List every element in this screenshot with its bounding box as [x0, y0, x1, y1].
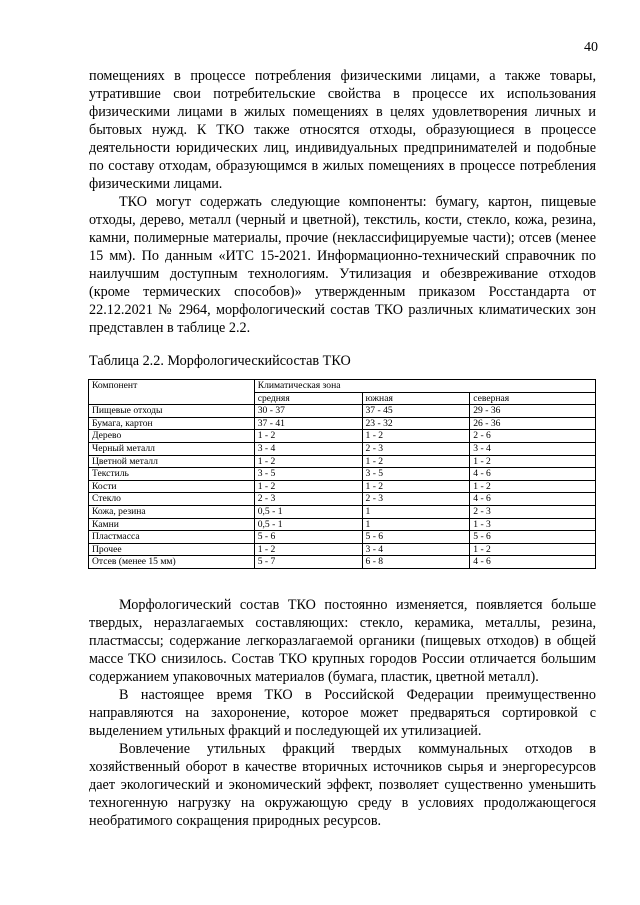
cell-value: 0,5 - 1 — [254, 505, 362, 518]
cell-value: 5 - 6 — [470, 531, 596, 544]
cell-component: Отсев (менее 15 мм) — [89, 556, 255, 569]
cell-value: 1 - 2 — [254, 480, 362, 493]
cell-value: 6 - 8 — [362, 556, 470, 569]
cell-value: 2 - 6 — [470, 430, 596, 443]
text-block-bottom — [89, 596, 596, 830]
cell-component: Прочее — [89, 543, 255, 556]
cell-value: 4 - 6 — [470, 493, 596, 506]
cell-value: 5 - 6 — [362, 531, 470, 544]
cell-component: Дерево — [89, 430, 255, 443]
table-row — [89, 531, 596, 544]
table-row — [89, 442, 596, 455]
cell-value: 2 - 3 — [362, 442, 470, 455]
cell-component: Кости — [89, 480, 255, 493]
table-row — [89, 468, 596, 481]
cell-value: 1 — [362, 518, 470, 531]
cell-value: 2 - 3 — [362, 493, 470, 506]
cell-value: 5 - 6 — [254, 531, 362, 544]
table-row — [89, 405, 596, 418]
cell-component: Бумага, картон — [89, 417, 255, 430]
header-component: Компонент — [89, 380, 255, 405]
table-row — [89, 417, 596, 430]
cell-value: 1 - 2 — [254, 430, 362, 443]
cell-value: 1 — [362, 505, 470, 518]
cell-value: 1 - 2 — [470, 480, 596, 493]
paragraph: Вовлечение утильных фракций твердых коммунальных отходов в хозяйственный оборот в качестве вторичных источников сырья и энергоресурсов дает экологический и экономический эффект, позволяет существенно уменьшить техногенную нагрузку на окружающую среду в условиях продолжающегося необратимого сокращения природных ресурсов. — [89, 741, 596, 829]
cell-value: 23 - 32 — [362, 417, 470, 430]
table-row — [89, 430, 596, 443]
cell-value: 3 - 4 — [470, 442, 596, 455]
cell-value: 1 - 2 — [470, 455, 596, 468]
cell-value: 37 - 41 — [254, 417, 362, 430]
text-block-top — [89, 67, 596, 337]
cell-value: 2 - 3 — [254, 493, 362, 506]
table-caption: Таблица 2.2. Морфологическийсостав ТКО — [89, 353, 351, 369]
paragraph: Морфологический состав ТКО постоянно изменяется, появляется больше твердых, неразлагаемых составляющих: стекло, керамика, металлы, резина, пластмассы; содержание легкоразлагаемой органики (пищевых отходов) в общей массе ТКО снизилось. Состав ТКО крупных городов России отличается большим содержанием упаковочных материалов (бумага, пластик, цветной металл). — [89, 597, 596, 685]
cell-component: Пластмасса — [89, 531, 255, 544]
header-zone-south: южная — [362, 392, 470, 405]
table-row — [89, 480, 596, 493]
table-row — [89, 505, 596, 518]
cell-value: 4 - 6 — [470, 556, 596, 569]
table-row — [89, 543, 596, 556]
paragraph: В настоящее время ТКО в Российской Федерации преимущественно направляются на захоронение, которое может предваряться сортировкой с выделением утильных фракций и последующей их утилизацией. — [89, 687, 596, 739]
cell-value: 1 - 2 — [362, 455, 470, 468]
cell-value: 37 - 45 — [362, 405, 470, 418]
cell-value: 3 - 5 — [254, 468, 362, 481]
cell-value: 4 - 6 — [470, 468, 596, 481]
cell-component: Цветной металл — [89, 455, 255, 468]
table-row — [89, 493, 596, 506]
cell-value: 3 - 5 — [362, 468, 470, 481]
cell-value: 30 - 37 — [254, 405, 362, 418]
cell-value: 5 - 7 — [254, 556, 362, 569]
header-zone-middle: средняя — [254, 392, 362, 405]
cell-value: 1 - 2 — [362, 480, 470, 493]
cell-component: Текстиль — [89, 468, 255, 481]
cell-value: 1 - 2 — [362, 430, 470, 443]
paragraph: ТКО могут содержать следующие компоненты: бумагу, картон, пищевые отходы, дерево, металл (черный и цветной), текстиль, кости, стекло, кожа, резина, камни, полимерные материалы, прочие (неклассифицируемые части); отсев (менее 15 мм). По данным «ИТС 15-2021. Информационно-технический справочник по наилучшим доступным технологиям. Утилизация и обезвреживание отходов (кроме термических способов)» утвержденным приказом Росстандарта от 22.12.2021 № 2964, морфологический состав ТКО различных климатических зон представлен в таблице 2.2. — [89, 194, 596, 336]
cell-component: Пищевые отходы — [89, 405, 255, 418]
cell-value: 1 - 2 — [470, 543, 596, 556]
cell-component: Черный металл — [89, 442, 255, 455]
composition-table — [88, 379, 596, 569]
paragraph: помещениях в процессе потребления физическими лицами, а также товары, утратившие свои потребительские свойства в процессе их использования физическими лицами в жилых помещениях в целях удовлетворения личных и бытовых нужд. К ТКО также относятся отходы, образующиеся в процессе деятельности юридических лиц, индивидуальных предпринимателей и подобные по составу отходам, образующимся в жилых помещениях в процессе потребления физическими лицами. — [89, 68, 596, 192]
page-number: 40 — [584, 40, 598, 55]
cell-component: Кожа, резина — [89, 505, 255, 518]
table-row — [89, 556, 596, 569]
cell-component: Стекло — [89, 493, 255, 506]
table-row — [89, 455, 596, 468]
cell-value: 1 - 2 — [254, 455, 362, 468]
header-zone-north: северная — [470, 392, 596, 405]
cell-value: 3 - 4 — [254, 442, 362, 455]
cell-value: 1 - 2 — [254, 543, 362, 556]
table-row — [89, 518, 596, 531]
table-header-row — [89, 380, 596, 393]
cell-value: 26 - 36 — [470, 417, 596, 430]
cell-value: 0,5 - 1 — [254, 518, 362, 531]
cell-value: 3 - 4 — [362, 543, 470, 556]
cell-value: 29 - 36 — [470, 405, 596, 418]
cell-value: 1 - 3 — [470, 518, 596, 531]
cell-component: Камни — [89, 518, 255, 531]
cell-value: 2 - 3 — [470, 505, 596, 518]
header-zone: Климатическая зона — [254, 380, 595, 393]
